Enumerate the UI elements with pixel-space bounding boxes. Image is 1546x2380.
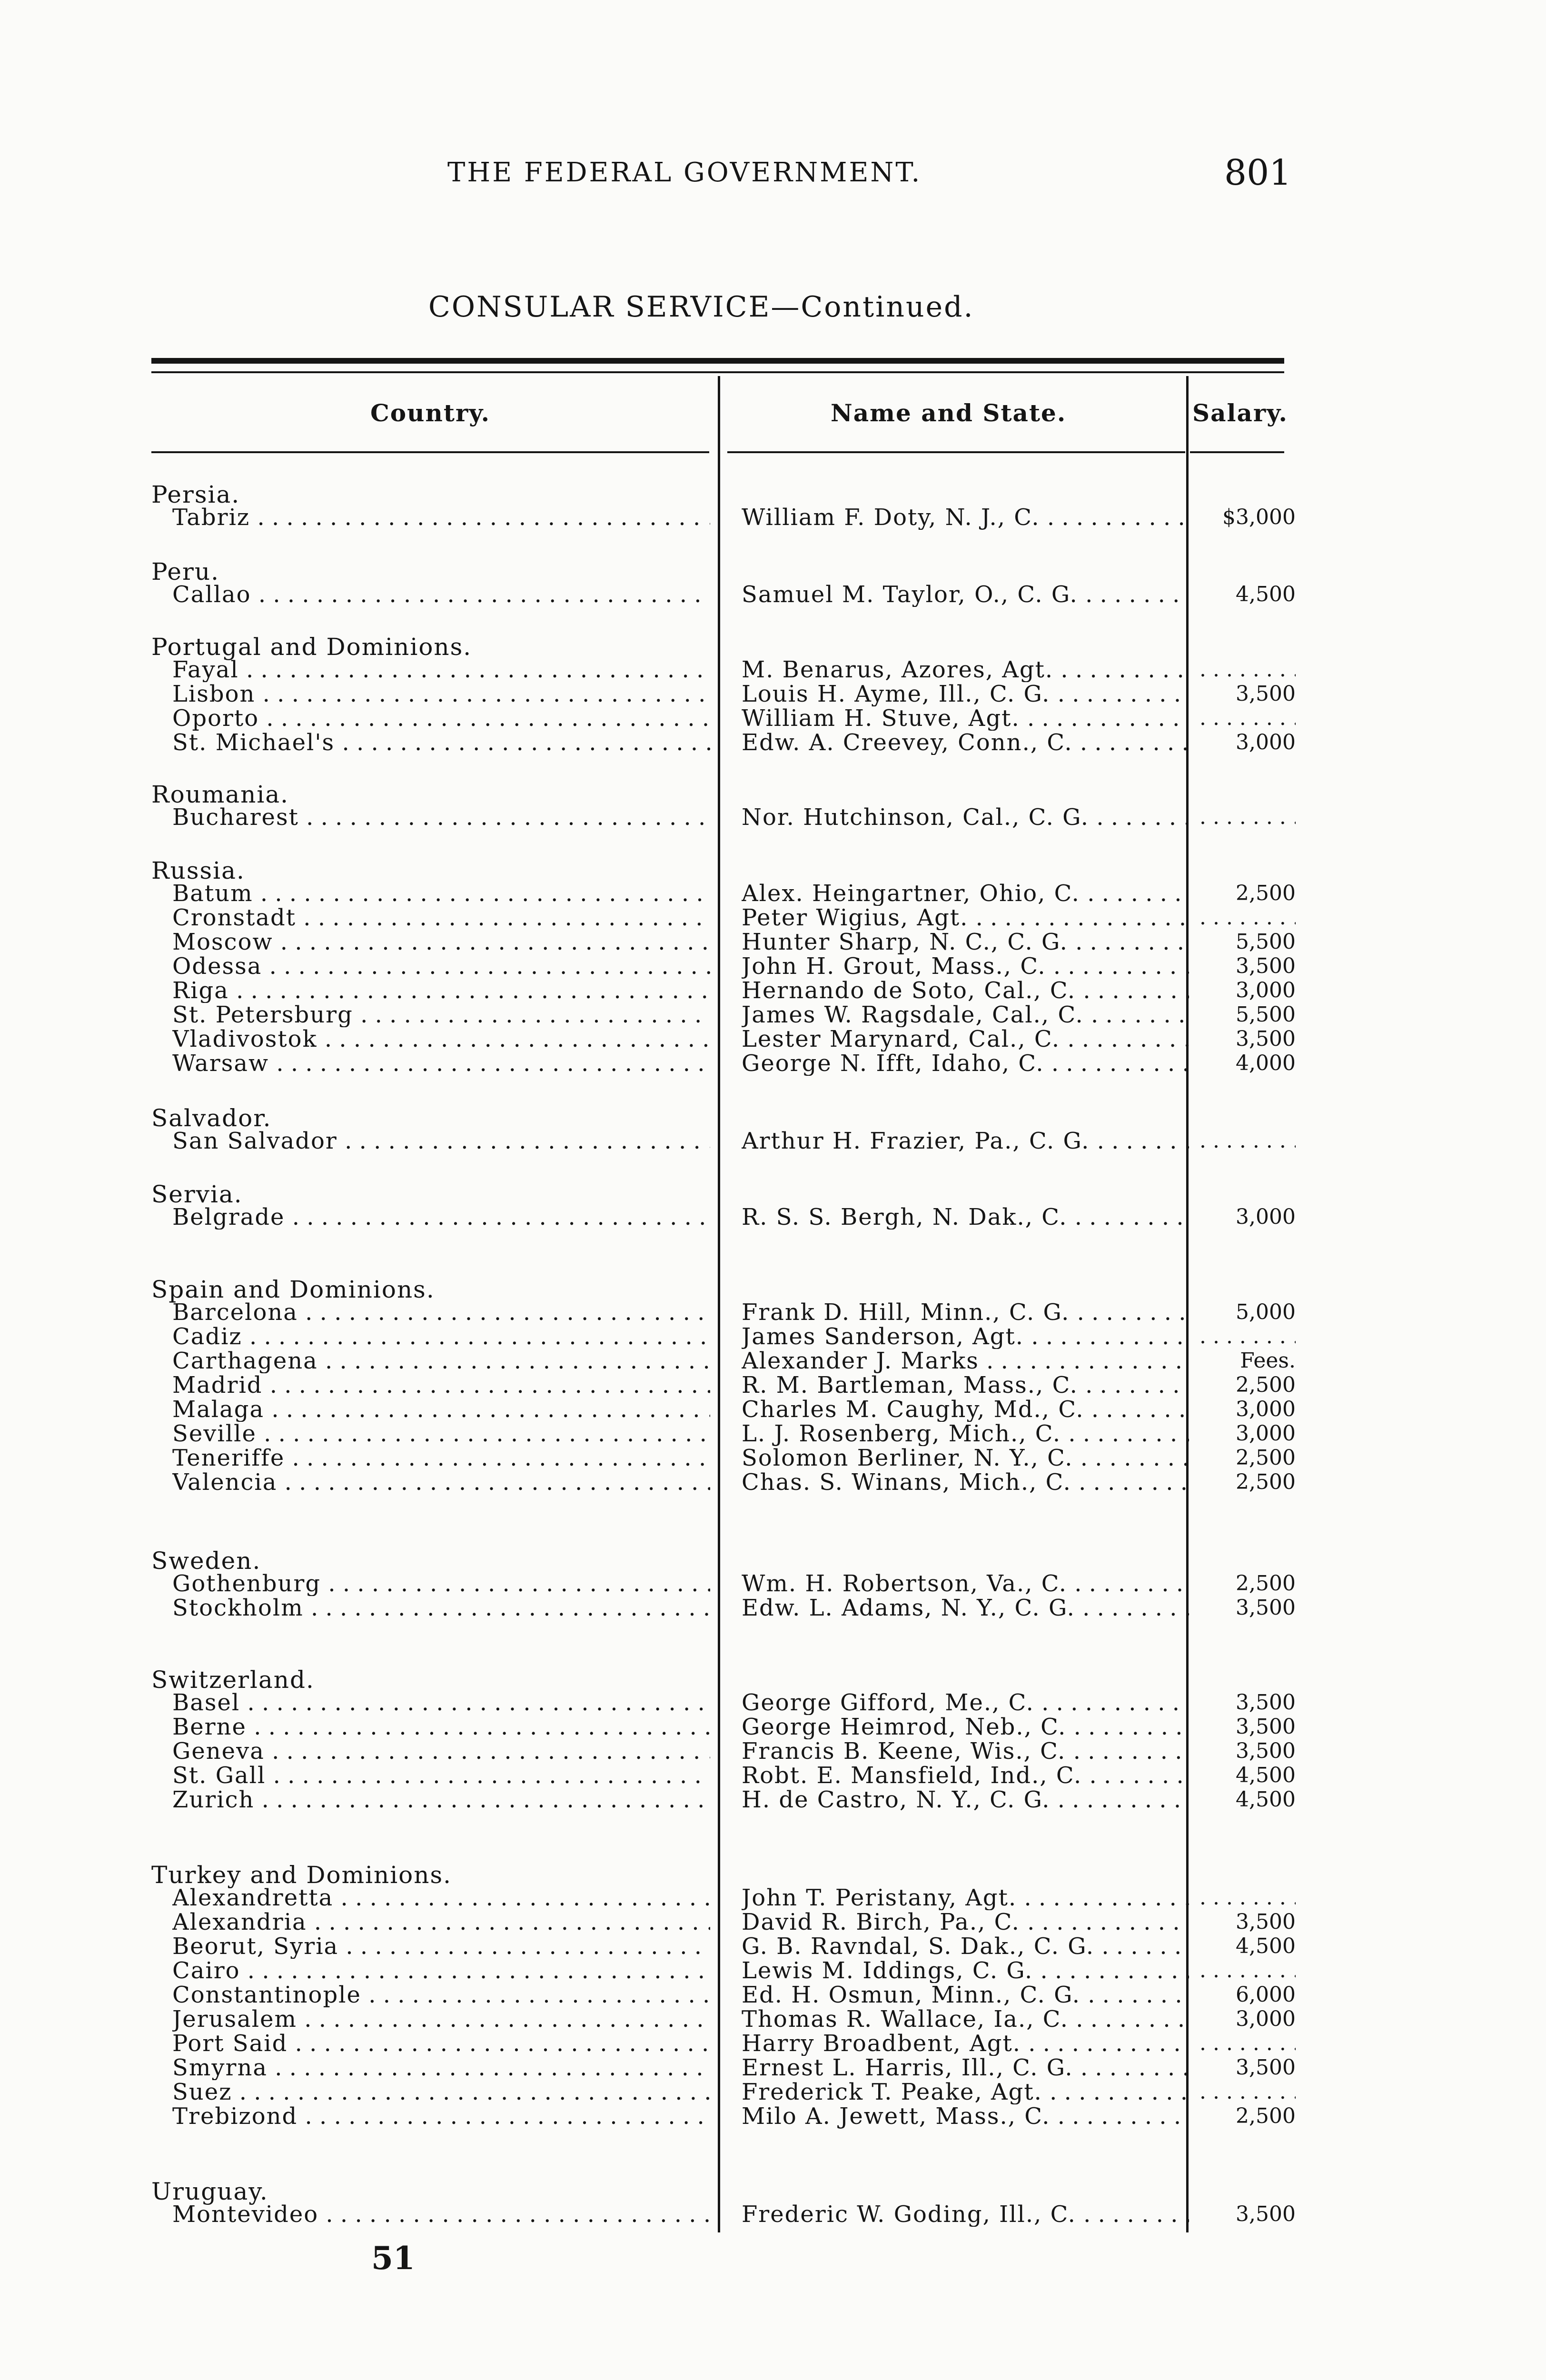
city-cell: Alexandria . . .	[172, 1910, 710, 1934]
consul-name-cell: Edw. A. Creevey, Conn., C. . . .	[742, 730, 1189, 755]
consul-name-cell: David R. Birch, Pa., C. . . .	[742, 1910, 1189, 1934]
consul-name-cell: Samuel M. Taylor, O., C. G. . . .	[742, 582, 1189, 607]
consul-name-cell: George Gifford, Me., C. . . .	[742, 1690, 1189, 1715]
salary-cell: 2,500	[1236, 1373, 1296, 1397]
table-row	[0, 2202, 1546, 2227]
salary-cell: 2,500	[1236, 881, 1296, 905]
salary-leader-dots	[1199, 1129, 1296, 1153]
table-row	[0, 1470, 1546, 1495]
consul-name-cell: R. M. Bartleman, Mass., C. . . .	[742, 1373, 1189, 1398]
consul-name-cell: Lester Marynard, Cal., C. . . .	[742, 1027, 1189, 1051]
city-cell: Stockholm . . .	[172, 1596, 710, 1620]
table-row	[0, 1690, 1546, 1715]
salary-cell: 3,000	[1236, 730, 1296, 754]
city-cell: Suez . . .	[172, 2080, 710, 2104]
salary-leader-dots	[1199, 2080, 1296, 2104]
table-row	[0, 2055, 1546, 2080]
city-cell: Port Said . . .	[172, 2031, 710, 2056]
table-row	[0, 1885, 1546, 1910]
table-row	[0, 930, 1546, 954]
city-cell: St. Michael's . . .	[172, 730, 710, 755]
table-row	[0, 2007, 1546, 2032]
group-name: Turkey and Dominions.	[151, 1861, 452, 1889]
consul-name-cell: Ed. H. Osmun, Minn., C. G. . . .	[742, 1983, 1189, 2007]
consul-name-cell: Francis B. Keene, Wis., C. . . .	[742, 1739, 1189, 1764]
salary-cell: 2,500	[1236, 1571, 1296, 1596]
city-cell: Berne . . .	[172, 1715, 710, 1739]
table-row	[0, 1027, 1546, 1051]
city-cell: St. Petersburg . . .	[172, 1002, 710, 1027]
table-row	[0, 978, 1546, 1003]
table-row	[0, 1934, 1546, 1959]
city-cell: Gothenburg . . .	[172, 1571, 710, 1596]
city-cell: Trebizond . . .	[172, 2104, 710, 2129]
city-cell: Malaga . . .	[172, 1397, 710, 1422]
table-row	[0, 1373, 1546, 1398]
salary-cell: 5,000	[1236, 1300, 1296, 1324]
group-name: Roumania.	[151, 781, 289, 808]
table-row	[0, 706, 1546, 731]
consul-name-cell: George Heimrod, Neb., C. . . .	[742, 1715, 1189, 1739]
salary-cell: 3,000	[1236, 1421, 1296, 1446]
salary-cell: 4,500	[1236, 1934, 1296, 1958]
country-group	[0, 481, 1546, 529]
table-row	[0, 1739, 1546, 1764]
header-rule-name	[727, 451, 1185, 453]
salary-cell: Fees.	[1240, 1349, 1296, 1373]
header-rule-salary	[1190, 451, 1284, 453]
group-name: Portugal and Dominions.	[151, 633, 472, 661]
salary-leader-dots	[1199, 706, 1296, 731]
consul-name-cell: Frederic W. Goding, Ill., C. . . .	[742, 2202, 1189, 2227]
salary-cell: 3,500	[1236, 2055, 1296, 2080]
consul-name-cell: Charles M. Caughy, Md., C. . . .	[742, 1397, 1189, 1422]
city-cell: Beorut, Syria . . .	[172, 1934, 710, 1959]
city-cell: Alexandretta . . .	[172, 1885, 710, 1910]
consul-name-cell: Milo A. Jewett, Mass., C. . . .	[742, 2104, 1189, 2129]
country-group	[0, 857, 1546, 1075]
salary-cell: 2,500	[1236, 1446, 1296, 1470]
consul-name-cell: Arthur H. Frazier, Pa., C. G. . . .	[742, 1129, 1189, 1153]
consul-name-cell: Lewis M. Iddings, C. G. . . .	[742, 1958, 1189, 1983]
group-name: Sweden.	[151, 1547, 261, 1575]
salary-leader-dots	[1199, 1958, 1296, 1983]
city-cell: Cronstadt . . .	[172, 905, 710, 930]
table-row	[0, 1205, 1546, 1230]
table-row	[0, 657, 1546, 682]
group-name: Russia.	[151, 857, 245, 884]
table-row	[0, 805, 1546, 830]
consul-name-cell: John T. Peristany, Agt. . . .	[742, 1885, 1189, 1910]
consul-name-cell: Hunter Sharp, N. C., C. G. . . .	[742, 930, 1189, 954]
consul-name-cell: Thomas R. Wallace, Ia., C. . . .	[742, 2007, 1189, 2032]
table-row	[0, 1958, 1546, 1983]
table-row	[0, 1129, 1546, 1153]
city-cell: Oporto . . .	[172, 706, 710, 731]
consul-name-cell: Alex. Heingartner, Ohio, C. . . .	[742, 881, 1189, 906]
consul-name-cell: Wm. H. Robertson, Va., C. . . .	[742, 1571, 1189, 1596]
section-title: CONSULAR SERVICE—Continued.	[428, 290, 974, 324]
table-row	[0, 2104, 1546, 2129]
column-header-name: Name and State.	[831, 399, 1067, 427]
city-cell: Carthagena . . .	[172, 1349, 710, 1373]
table-row	[0, 1446, 1546, 1470]
city-cell: Valencia . . .	[172, 1470, 710, 1495]
consul-name-cell: Robt. E. Mansfield, Ind., C. . . .	[742, 1763, 1189, 1788]
city-cell: Madrid . . .	[172, 1373, 710, 1398]
signature-mark: 51	[371, 2240, 415, 2277]
salary-cell: 4,000	[1236, 1051, 1296, 1075]
country-group	[0, 1547, 1546, 1620]
table-row	[0, 1910, 1546, 1934]
country-group	[0, 1276, 1546, 1494]
table-row	[0, 1715, 1546, 1739]
city-cell: Zurich . . .	[172, 1787, 710, 1812]
consul-name-cell: Peter Wigius, Agt. . . .	[742, 905, 1189, 930]
country-group	[0, 781, 1546, 829]
salary-leader-dots	[1199, 657, 1296, 682]
table-row	[0, 730, 1546, 755]
city-cell: Barcelona . . .	[172, 1300, 710, 1325]
salary-cell: 3,500	[1236, 1596, 1296, 1620]
page-number: 801	[1224, 152, 1292, 193]
salary-leader-dots	[1199, 1885, 1296, 1910]
table-row	[0, 1571, 1546, 1596]
top-rule-thick	[151, 358, 1284, 364]
city-cell: Fayal . . .	[172, 657, 710, 682]
salary-cell: 3,500	[1236, 1715, 1296, 1739]
salary-cell: 5,500	[1236, 930, 1296, 954]
city-cell: Callao . . .	[172, 582, 710, 607]
consul-name-cell: John H. Grout, Mass., C. . . .	[742, 954, 1189, 979]
country-group	[0, 1180, 1546, 1229]
city-cell: Smyrna . . .	[172, 2055, 710, 2080]
city-cell: Jerusalem . . .	[172, 2007, 710, 2032]
group-name: Servia.	[151, 1180, 243, 1208]
salary-cell: 4,500	[1236, 1787, 1296, 1812]
salary-cell: 5,500	[1236, 1002, 1296, 1027]
table-row	[0, 1300, 1546, 1325]
table-row	[0, 1349, 1546, 1373]
salary-cell: 6,000	[1236, 1983, 1296, 2007]
running-title: THE FEDERAL GOVERNMENT.	[447, 157, 922, 188]
consul-name-cell: R. S. S. Bergh, N. Dak., C. . . .	[742, 1205, 1189, 1230]
country-group	[0, 1861, 1546, 2128]
consul-name-cell: Ernest L. Harris, Ill., C. G. . . .	[742, 2055, 1189, 2080]
table-row	[0, 1397, 1546, 1422]
consul-name-cell: William F. Doty, N. J., C. . . .	[742, 505, 1189, 530]
salary-cell: 4,500	[1236, 582, 1296, 606]
table-row	[0, 1051, 1546, 1076]
city-cell: St. Gall . . .	[172, 1763, 710, 1788]
table-row	[0, 1596, 1546, 1620]
consul-name-cell: G. B. Ravndal, S. Dak., C. G. . . .	[742, 1934, 1189, 1959]
header-rule-country	[151, 451, 709, 453]
country-group	[0, 1666, 1546, 1812]
salary-leader-dots	[1199, 2031, 1296, 2056]
salary-cell: 3,000	[1236, 2007, 1296, 2031]
table-row	[0, 1002, 1546, 1027]
city-cell: Riga . . .	[172, 978, 710, 1003]
group-name: Switzerland.	[151, 1666, 315, 1694]
table-row	[0, 505, 1546, 530]
salary-leader-dots	[1199, 1324, 1296, 1349]
consul-name-cell: Louis H. Ayme, Ill., C. G. . . .	[742, 682, 1189, 706]
consul-name-cell: L. J. Rosenberg, Mich., C. . . .	[742, 1421, 1189, 1446]
table-row	[0, 881, 1546, 906]
table-row	[0, 954, 1546, 979]
table-row	[0, 1324, 1546, 1349]
consul-name-cell: H. de Castro, N. Y., C. G. . . .	[742, 1787, 1189, 1812]
table-row	[0, 905, 1546, 930]
table-row	[0, 1983, 1546, 2007]
consul-name-cell: George N. Ifft, Idaho, C. . . .	[742, 1051, 1189, 1076]
table-row	[0, 582, 1546, 607]
table-row	[0, 1787, 1546, 1812]
salary-cell: 3,500	[1236, 2202, 1296, 2226]
salary-cell: 3,500	[1236, 954, 1296, 978]
salary-cell: 4,500	[1236, 1763, 1296, 1787]
group-name: Persia.	[151, 481, 240, 508]
city-cell: Seville . . .	[172, 1421, 710, 1446]
consul-name-cell: Frank D. Hill, Minn., C. G. . . .	[742, 1300, 1189, 1325]
group-name: Peru.	[151, 558, 219, 585]
city-cell: Batum . . .	[172, 881, 710, 906]
table-row	[0, 2031, 1546, 2056]
consul-name-cell: Hernando de Soto, Cal., C. . . .	[742, 978, 1189, 1003]
group-name: Uruguay.	[151, 2178, 268, 2205]
salary-cell: 3,500	[1236, 682, 1296, 706]
table-row	[0, 2080, 1546, 2104]
salary-cell: 3,000	[1236, 978, 1296, 1002]
city-cell: Cairo . . .	[172, 1958, 710, 1983]
city-cell: San Salvador . . .	[172, 1129, 710, 1153]
salary-cell: 3,000	[1236, 1397, 1296, 1421]
city-cell: Odessa . . .	[172, 954, 710, 979]
consul-name-cell: Alexander J. Marks . . .	[742, 1349, 1189, 1373]
salary-cell: 3,500	[1236, 1690, 1296, 1715]
country-group	[0, 2178, 1546, 2226]
city-cell: Lisbon . . .	[172, 682, 710, 706]
group-name: Salvador.	[151, 1104, 272, 1132]
group-name: Spain and Dominions.	[151, 1276, 435, 1303]
salary-leader-dots	[1199, 905, 1296, 930]
consul-name-cell: James Sanderson, Agt. . . .	[742, 1324, 1189, 1349]
city-cell: Montevideo . . .	[172, 2202, 710, 2227]
city-cell: Geneva . . .	[172, 1739, 710, 1764]
consul-name-cell: James W. Ragsdale, Cal., C. . . .	[742, 1002, 1189, 1027]
city-cell: Cadiz . . .	[172, 1324, 710, 1349]
city-cell: Bucharest . . .	[172, 805, 710, 830]
consul-name-cell: Harry Broadbent, Agt. . . .	[742, 2031, 1189, 2056]
salary-cell: 3,500	[1236, 1027, 1296, 1051]
consul-name-cell: Frederick T. Peake, Agt. . . .	[742, 2080, 1189, 2104]
consul-name-cell: Chas. S. Winans, Mich., C. . . .	[742, 1470, 1189, 1495]
city-cell: Vladivostok . . .	[172, 1027, 710, 1051]
column-header-salary: Salary.	[1192, 399, 1288, 427]
country-group	[0, 558, 1546, 606]
consul-name-cell: Edw. L. Adams, N. Y., C. G. . . .	[742, 1596, 1189, 1620]
consul-name-cell: M. Benarus, Azores, Agt. . . .	[742, 657, 1189, 682]
top-rule-thin	[151, 371, 1284, 373]
salary-cell: 3,500	[1236, 1739, 1296, 1763]
salary-cell: 3,000	[1236, 1205, 1296, 1229]
city-cell: Constantinople . . .	[172, 1983, 710, 2007]
city-cell: Tabriz . . .	[172, 505, 710, 530]
salary-cell: 3,500	[1236, 1910, 1296, 1934]
table-row	[0, 1763, 1546, 1788]
salary-leader-dots	[1199, 805, 1296, 830]
consul-name-cell: Solomon Berliner, N. Y., C. . . .	[742, 1446, 1189, 1470]
consul-name-cell: William H. Stuve, Agt. . . .	[742, 706, 1189, 731]
city-cell: Teneriffe . . .	[172, 1446, 710, 1470]
consul-name-cell: Nor. Hutchinson, Cal., C. G. . . .	[742, 805, 1189, 830]
salary-cell: 2,500	[1236, 2104, 1296, 2128]
city-cell: Belgrade . . .	[172, 1205, 710, 1230]
salary-cell: $3,000	[1222, 505, 1296, 529]
salary-cell: 2,500	[1236, 1470, 1296, 1494]
column-header-country: Country.	[370, 399, 491, 427]
city-cell: Warsaw . . .	[172, 1051, 710, 1076]
table-row	[0, 1421, 1546, 1446]
country-group	[0, 633, 1546, 754]
table-row	[0, 682, 1546, 706]
city-cell: Basel . . .	[172, 1690, 710, 1715]
city-cell: Moscow . . .	[172, 930, 710, 954]
country-group	[0, 1104, 1546, 1153]
